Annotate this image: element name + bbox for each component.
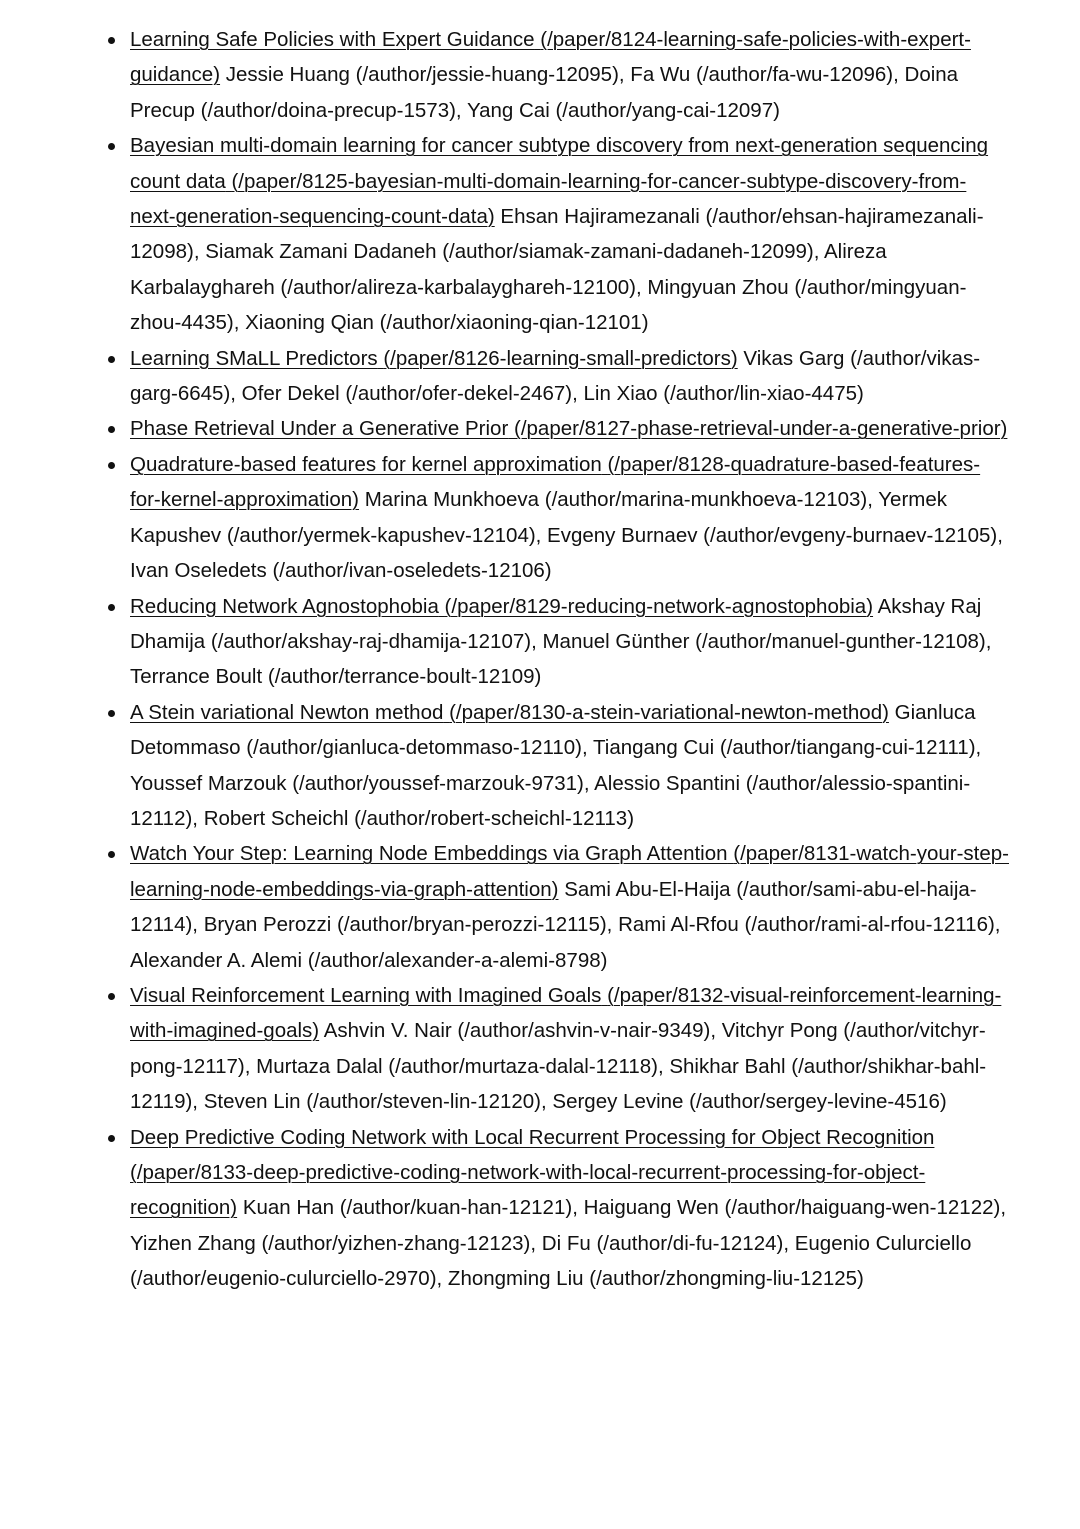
paper-title: Phase Retrieval Under a Generative Prior: [130, 417, 509, 441]
paper-title: Watch Your Step: Learning Node Embeddings via Graph Attention: [130, 842, 728, 866]
paper-authors: Vikas Garg (/author/vikas-garg-6645), Ofer Dekel (/author/ofer-dekel-2467), Lin Xiao (/author/lin-xiao-4475): [130, 346, 981, 406]
paper-item: [130, 411, 1010, 446]
paper-authors: Marina Munkhoeva (/author/marina-munkhoeva-12103), Yermek Kapushev (/author/yermek-kapushev-12104), Evgeny Burnaev (/author/evgeny-burnaev-12105), Ivan Oseledets (/author/ivan-oseledets-12106): [130, 488, 1003, 583]
paper-title: Bayesian multi-domain learning for cancer subtype discovery from next-generation sequencing count data: [130, 134, 989, 193]
paper-authors: Kuan Han (/author/kuan-han-12121), Haiguang Wen (/author/haiguang-wen-12122), Yizhen Zhang (/author/yizhen-zhang-12123), Di Fu (/author/di-fu-12124), Eugenio Culurciello (/author/eugenio-culurciello-2970), Zhongming Liu (/author/zhongming-liu-12125): [130, 1196, 1007, 1291]
paper-authors: Ehsan Hajiramezanali (/author/ehsan-hajiramezanali-12098), Siamak Zamani Dadaneh (/author/siamak-zamani-dadaneh-12099), Alireza Karbalayghareh (/author/alireza-karbalayghareh-12100), Mingyuan Zhou (/author/mingyuan-zhou-4435), Xiaoning Qian (/author/xiaoning-qian-12101): [130, 205, 984, 335]
paper-authors: Akshay Raj Dhamija (/author/akshay-raj-dhamija-12107), Manuel Günther (/author/manuel-gunther-12108), Terrance Boult (/author/terrance-boult-12109): [130, 594, 992, 689]
paper-url: (/paper/8133-deep-predictive-coding-network-with-local-recurrent-processing-for-object-recognition): [130, 1161, 926, 1220]
paper-url: (/paper/8126-learning-small-predictors): [383, 346, 738, 370]
paper-title: A Stein variational Newton method: [130, 700, 444, 724]
paper-link[interactable]: [130, 417, 1007, 440]
paper-link[interactable]: [130, 595, 873, 618]
paper-link[interactable]: [130, 701, 889, 724]
paper-title: Reducing Network Agnostophobia: [130, 594, 439, 618]
paper-list: [130, 22, 1010, 1297]
paper-url: (/paper/8127-phase-retrieval-under-a-generative-prior): [514, 417, 1008, 441]
paper-url: (/paper/8124-learning-safe-policies-with-expert-guidance): [130, 28, 971, 87]
paper-item: [130, 978, 1010, 1120]
paper-item: [130, 695, 1010, 837]
paper-item: [130, 341, 1010, 412]
paper-authors: Gianluca Detommaso (/author/gianluca-detommaso-12110), Tiangang Cui (/author/tiangang-cui-12111), Youssef Marzouk (/author/youssef-marzouk-9731), Alessio Spantini (/author/alessio-spantini-12112), Robert Scheichl (/author/robert-scheichl-12113): [130, 700, 982, 830]
paper-item: [130, 447, 1010, 589]
paper-item: [130, 22, 1010, 128]
paper-item: [130, 1120, 1010, 1297]
paper-title: Visual Reinforcement Learning with Imagined Goals: [130, 983, 602, 1007]
paper-link[interactable]: [130, 347, 738, 370]
paper-item: [130, 589, 1010, 695]
paper-title: Learning SMaLL Predictors: [130, 346, 378, 370]
paper-item: [130, 836, 1010, 978]
paper-url: (/paper/8125-bayesian-multi-domain-learning-for-cancer-subtype-discovery-from-next-generation-sequencing-count-data): [130, 169, 967, 229]
paper-authors: Ashvin V. Nair (/author/ashvin-v-nair-9349), Vitchyr Pong (/author/vitchyr-pong-12117), Murtaza Dalal (/author/murtaza-dalal-12118), Shikhar Bahl (/author/shikhar-bahl-12119), Steven Lin (/author/steven-lin-12120), Sergey Levine (/author/sergey-levine-4516): [130, 1019, 987, 1114]
paper-url: (/paper/8132-visual-reinforcement-learning-with-imagined-goals): [130, 983, 1002, 1043]
paper-item: [130, 128, 1010, 340]
paper-url: (/paper/8129-reducing-network-agnostophobia): [444, 594, 874, 618]
paper-title: Learning Safe Policies with Expert Guidance: [130, 28, 535, 51]
paper-url: (/paper/8130-a-stein-variational-newton-method): [449, 700, 889, 724]
paper-title: Quadrature-based features for kernel approximation: [130, 452, 602, 476]
paper-title: Deep Predictive Coding Network with Local Recurrent Processing for Object Recognition: [130, 1125, 935, 1149]
paper-url: (/paper/8128-quadrature-based-features-for-kernel-approximation): [130, 452, 981, 512]
paper-authors: Jessie Huang (/author/jessie-huang-12095), Fa Wu (/author/fa-wu-12096), Doina Precup (/author/doina-precup-1573), Yang Cai (/author/yang-cai-12097): [130, 63, 959, 122]
paper-url: (/paper/8131-watch-your-step-learning-node-embeddings-via-graph-attention): [130, 842, 1009, 901]
paper-authors: Sami Abu-El-Haija (/author/sami-abu-el-haija-12114), Bryan Perozzi (/author/bryan-perozzi-12115), Rami Al-Rfou (/author/rami-al-rfou-12116), Alexander A. Alemi (/author/alexander-a-alemi-8798): [130, 877, 1001, 972]
